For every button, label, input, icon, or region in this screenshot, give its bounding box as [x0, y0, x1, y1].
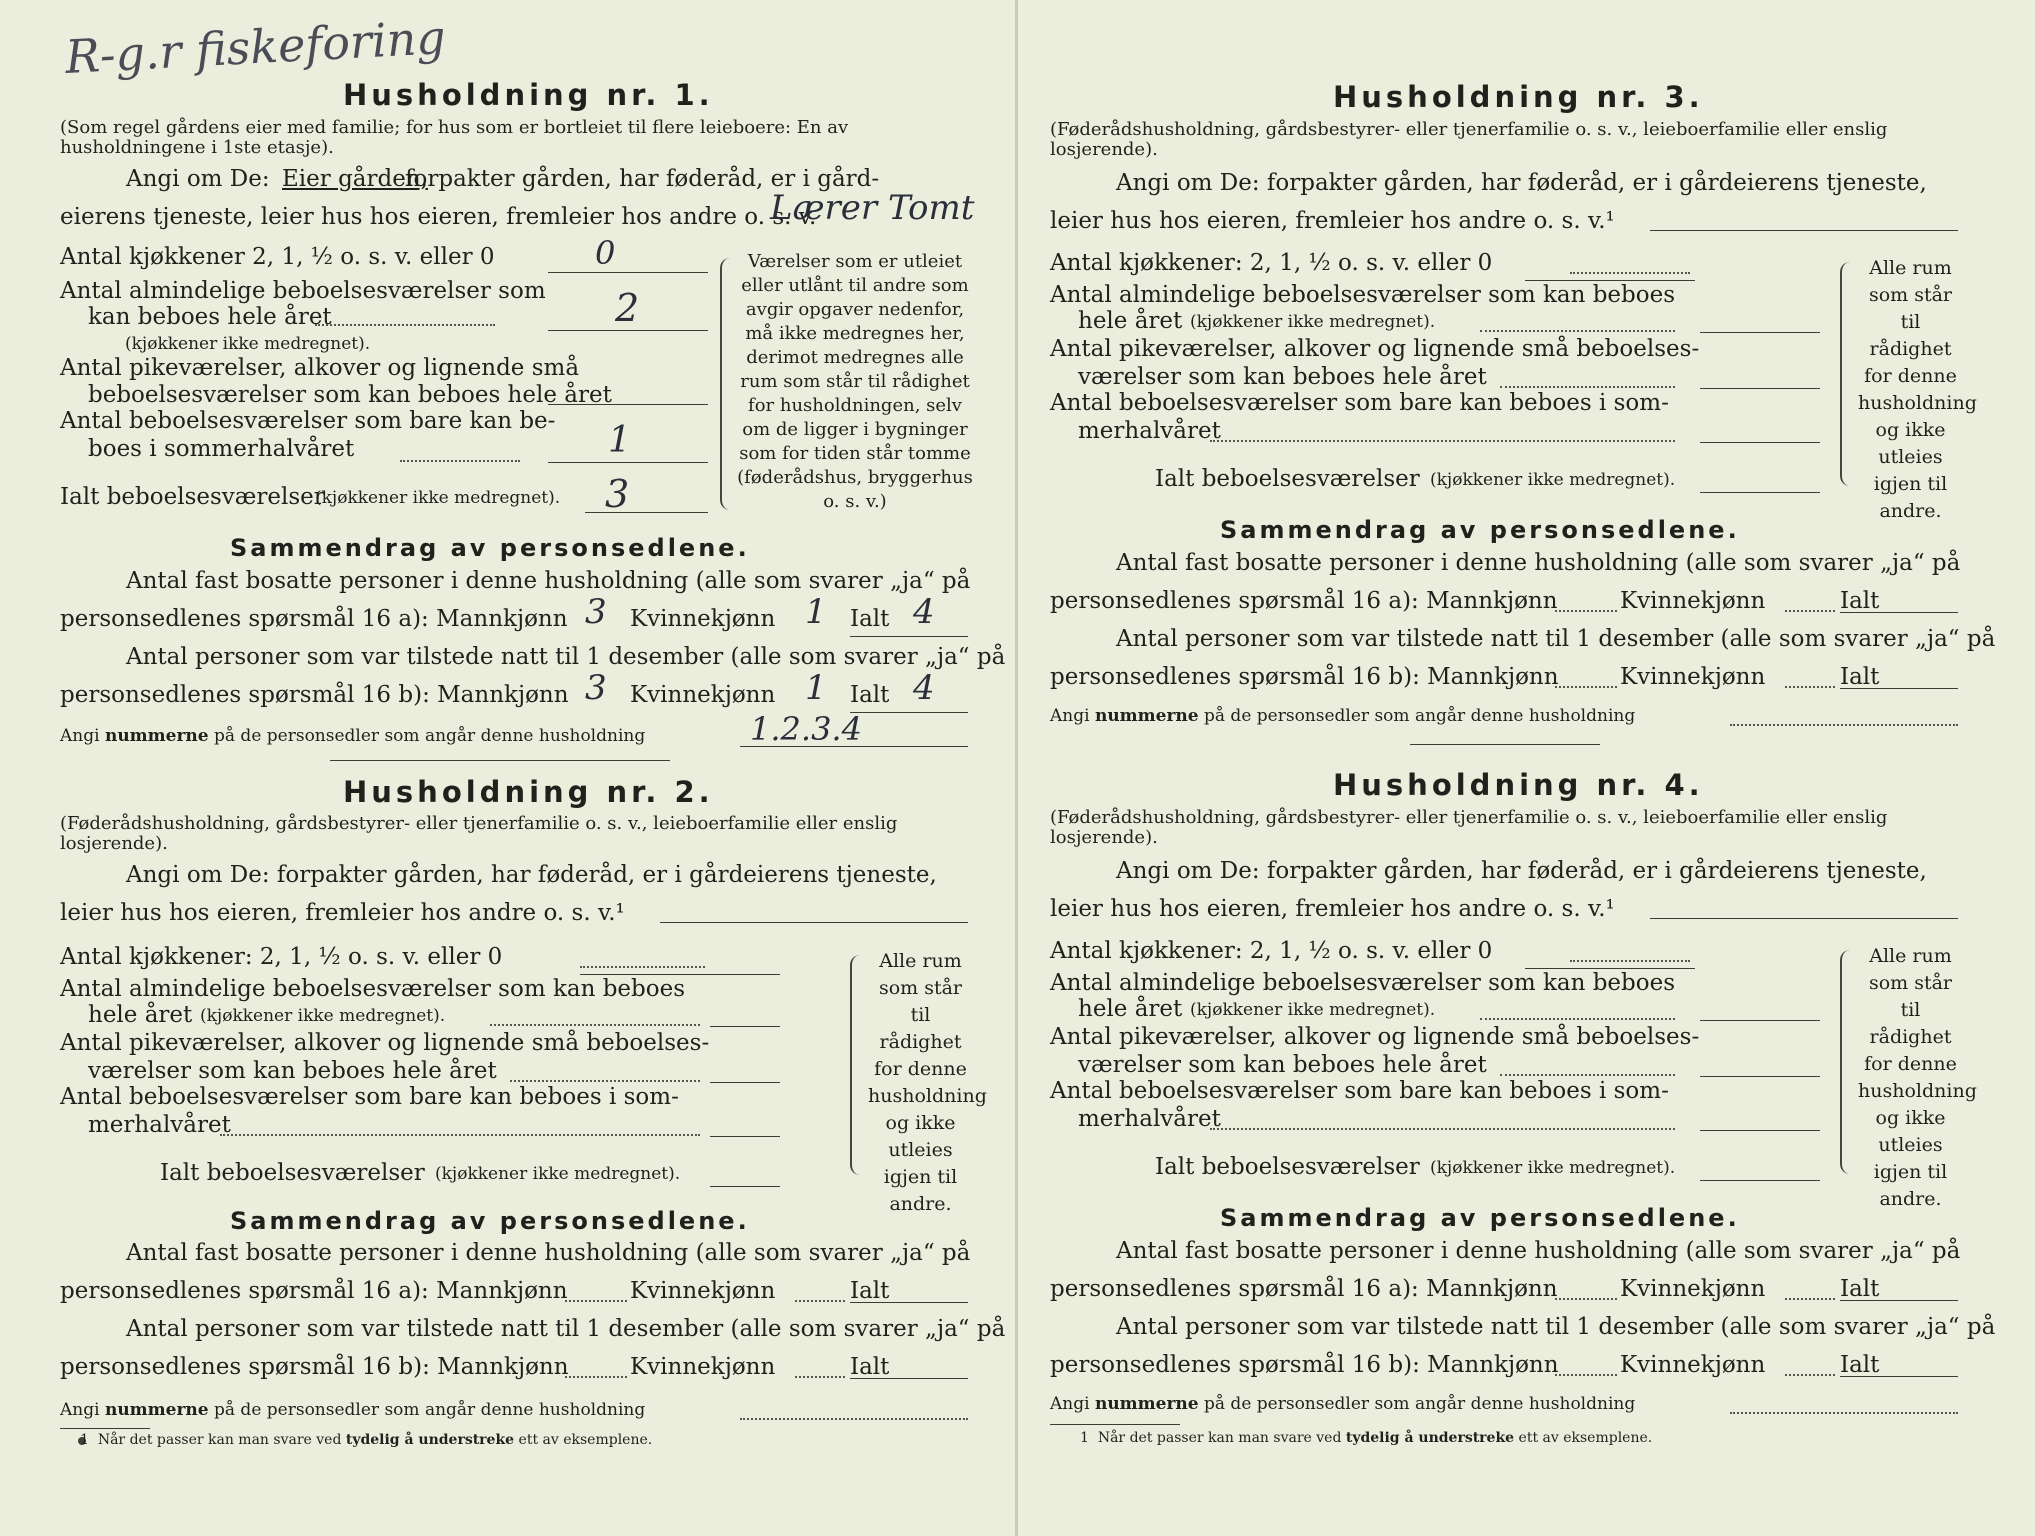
h2-angi-line1: Angi om De: forpakter gården, har føderåd, er i gårdeierens tjeneste, — [126, 862, 937, 888]
h4-row-total: Ialt beboelsesværelser — [1155, 1154, 1420, 1180]
h4-row-rooms-c: (kjøkkener ikke medregnet). — [1190, 1000, 1436, 1020]
h1-row-small-a: Antal pikeværelser, alkover og lignende små — [60, 355, 580, 381]
h3-a-line1: Antal fast bosatte personer i denne husholdning (alle som svarer „ja“ på — [1116, 550, 1961, 576]
h4-a-line1: Antal fast bosatte personer i denne husholdning (alle som svarer „ja“ på — [1116, 1238, 1961, 1264]
h4-row-kitchens: Antal kjøkkener: 2, 1, ½ o. s. v. eller 0 — [1050, 938, 1493, 964]
h1-kitchens-value: 0 — [595, 234, 616, 272]
h3-row-summer-b: merhalvåret — [1078, 418, 1221, 444]
h4-row-summer-a: Antal beboelsesværelser som bare kan beboes i som- — [1050, 1078, 1669, 1104]
h1-row-rooms-b: kan beboes hele året — [88, 304, 332, 330]
h1-subtitle: (Som regel gårdens eier med familie; for hus som er bortleiet til flere leieboere: En av husholdningene i 1ste etasje). — [60, 117, 849, 158]
h1-numbers-label: Angi nummerne på de personsedler som angår denne husholdning — [60, 726, 646, 746]
h3-row-rooms-a: Antal almindelige beboelsesværelser som kan beboes — [1050, 282, 1676, 308]
h2-summary-title: Sammendrag av personsedlene. — [230, 1207, 750, 1235]
h1-row-total: Ialt beboelsesværelser — [60, 484, 325, 510]
h3-row-small-b: værelser som kan beboes hele året — [1078, 364, 1487, 390]
h3-row-total: Ialt beboelsesværelser — [1155, 466, 1420, 492]
h3-row-total-note: (kjøkkener ikke medregnet). — [1430, 470, 1676, 490]
h1-a-kv-label: Kvinnekjønn — [630, 606, 776, 632]
h4-subtitle: (Føderådshusholdning, gårdsbestyrer- eller tjenerfamilie o. s. v., leieboerfamilie eller enslig losjerende). — [1050, 807, 1888, 848]
h2-row-summer-a: Antal beboelsesværelser som bare kan beboes i som- — [60, 1084, 679, 1110]
h3-b-ialt-label: Ialt — [1840, 664, 1880, 690]
h1-row-total-note: (kjøkkener ikke medregnet). — [315, 488, 561, 508]
h1-total-value: 3 — [605, 472, 630, 516]
h4-b-kv-label: Kvinnekjønn — [1620, 1352, 1766, 1378]
h4-row-summer-b: merhalvåret — [1078, 1106, 1221, 1132]
h1-angi-answer: Lærer Tomt — [770, 188, 975, 228]
h1-row-rooms-a: Antal almindelige beboelsesværelser som — [60, 278, 546, 304]
h1-b-kv-label: Kvinnekjønn — [630, 682, 776, 708]
h1-b-line1: Antal personer som var tilstede natt til 1 desember (alle som svarer „ja“ på — [126, 644, 1006, 670]
h2-row-kitchens: Antal kjøkkener: 2, 1, ½ o. s. v. eller 0 — [60, 944, 503, 970]
h1-side-note: Værelser som er utleiet eller utlånt til andre som avgir opgaver nedenfor, må ikke medregnes her, derimot medregnes alle rum som står til rådighet for husholdningen, selv om de ligger i bygninger som for tiden står tomme (føderådshus, bryggerhus o. s. v.) — [737, 251, 973, 512]
h2-numbers-label: Angi nummerne på de personsedler som angår denne husholdning — [60, 1400, 646, 1420]
h4-row-rooms-b: hele året — [1078, 996, 1183, 1022]
h2-b-line1: Antal personer som var tilstede natt til 1 desember (alle som svarer „ja“ på — [126, 1316, 1006, 1342]
h2-b-line2: personsedlenes spørsmål 16 b): Mannkjønn — [60, 1354, 569, 1380]
h4-row-rooms-a: Antal almindelige beboelsesværelser som kan beboes — [1050, 970, 1676, 996]
h1-a-line2: personsedlenes spørsmål 16 a): Mannkjønn — [60, 606, 568, 632]
h1-title: Husholdning nr. 1. — [343, 78, 714, 112]
h2-row-rooms-b: hele året — [88, 1002, 193, 1028]
h4-row-small-a: Antal pikeværelser, alkover og lignende små beboelses- — [1050, 1024, 1700, 1050]
h1-row-summer-b: boes i sommerhalvåret — [88, 436, 355, 462]
h3-b-line1: Antal personer som var tilstede natt til 1 desember (alle som svarer „ja“ på — [1116, 626, 1996, 652]
h3-b-line2: personsedlenes spørsmål 16 b): Mannkjønn — [1050, 664, 1559, 690]
h3-row-rooms-b: hele året — [1078, 308, 1183, 334]
h2-b-ialt-label: Ialt — [850, 1354, 890, 1380]
h1-row-small-b: beboelsesværelser som kan beboes hele året — [88, 382, 612, 408]
h4-side-note: Alle rum som står til rådighet for denne husholdning og ikke utleies igjen til andre. — [1858, 945, 1977, 1210]
h4-b-line1: Antal personer som var tilstede natt til 1 desember (alle som svarer „ja“ på — [1116, 1314, 1996, 1340]
h1-angi-line1: forpakter gården, har føderåd, er i gård- — [405, 166, 880, 192]
h2-row-small-a: Antal pikeværelser, alkover og lignende små beboelses- — [60, 1030, 710, 1056]
h2-subtitle: (Føderådshusholdning, gårdsbestyrer- eller tjenerfamilie o. s. v., leieboerfamilie eller enslig losjerende). — [60, 813, 898, 854]
h4-title: Husholdning nr. 4. — [1333, 768, 1704, 802]
h4-a-line2: personsedlenes spørsmål 16 a): Mannkjønn — [1050, 1276, 1558, 1302]
h4-a-kv-label: Kvinnekjønn — [1620, 1276, 1766, 1302]
h2-side-note: Alle rum som står til rådighet for denne husholdning og ikke utleies igjen til andre. — [868, 950, 987, 1215]
h1-summer-value: 1 — [608, 420, 631, 461]
right-page — [1050, 0, 1996, 1536]
left-page — [60, 0, 1006, 1536]
h2-a-line2: personsedlenes spørsmål 16 a): Mannkjønn — [60, 1278, 568, 1304]
h3-numbers-label: Angi nummerne på de personsedler som angår denne husholdning — [1050, 706, 1636, 726]
right-footnote: 1 Når det passer kan man svare ved tydelig å understreke ett av eksemplene. — [1080, 1430, 1653, 1446]
h2-b-kv-label: Kvinnekjønn — [630, 1354, 776, 1380]
h3-row-rooms-c: (kjøkkener ikke medregnet). — [1190, 312, 1436, 332]
h1-angi-line2: eierens tjeneste, leier hus hos eieren, fremleier hos andre o. s. v. — [60, 204, 817, 230]
h1-b-line2: personsedlenes spørsmål 16 b): Mannkjønn — [60, 682, 569, 708]
h2-a-line1: Antal fast bosatte personer i denne husholdning (alle som svarer „ja“ på — [126, 1240, 971, 1266]
h4-row-total-note: (kjøkkener ikke medregnet). — [1430, 1158, 1676, 1178]
h1-angi-label: Angi om De: — [126, 166, 270, 192]
h1-row-summer-a: Antal beboelsesværelser som bare kan be- — [60, 408, 556, 434]
h3-side-note: Alle rum som står til rådighet for denne husholdning og ikke utleies igjen til andre. — [1858, 257, 1977, 522]
h4-angi-line2: leier hus hos eieren, fremleier hos andre o. s. v.¹ — [1050, 896, 1615, 922]
h3-row-kitchens: Antal kjøkkener: 2, 1, ½ o. s. v. eller 0 — [1050, 250, 1493, 276]
h3-row-summer-a: Antal beboelsesværelser som bare kan beboes i som- — [1050, 390, 1669, 416]
h1-a-total: 4 — [913, 592, 935, 632]
h4-summary-title: Sammendrag av personsedlene. — [1220, 1204, 1740, 1232]
left-footnote: 1 Når det passer kan man svare ved tydelig å understreke ett av eksemplene. — [80, 1432, 653, 1448]
h4-row-small-b: værelser som kan beboes hele året — [1078, 1052, 1487, 1078]
h1-a-line1: Antal fast bosatte personer i denne husholdning (alle som svarer „ja“ på — [126, 568, 971, 594]
h3-b-kv-label: Kvinnekjønn — [1620, 664, 1766, 690]
h1-row-rooms-c: (kjøkkener ikke medregnet). — [125, 334, 371, 354]
h3-a-kv-label: Kvinnekjønn — [1620, 588, 1766, 614]
h1-b-total: 4 — [913, 668, 935, 708]
h2-title: Husholdning nr. 2. — [343, 775, 714, 809]
h2-angi-line2: leier hus hos eieren, fremleier hos andre o. s. v.¹ — [60, 900, 625, 926]
h1-b-ialt-label: Ialt — [850, 682, 890, 708]
h3-row-small-a: Antal pikeværelser, alkover og lignende små beboelses- — [1050, 336, 1700, 362]
h2-row-small-b: værelser som kan beboes hele året — [88, 1058, 497, 1084]
h4-angi-line1: Angi om De: forpakter gården, har føderåd, er i gårdeierens tjeneste, — [1116, 858, 1927, 884]
h2-a-ialt-label: Ialt — [850, 1278, 890, 1304]
h3-angi-line2: leier hus hos eieren, fremleier hos andre o. s. v.¹ — [1050, 208, 1615, 234]
h3-subtitle: (Føderådshusholdning, gårdsbestyrer- eller tjenerfamilie o. s. v., leieboerfamilie eller enslig losjerende). — [1050, 119, 1888, 160]
h4-b-line2: personsedlenes spørsmål 16 b): Mannkjønn — [1050, 1352, 1559, 1378]
h1-numbers-value: 1.2.3.4 — [750, 710, 862, 748]
h1-a-female: 1 — [805, 592, 827, 632]
h3-title: Husholdning nr. 3. — [1333, 80, 1704, 114]
h1-eier-text: Eier gården, — [282, 166, 428, 192]
h2-a-kv-label: Kvinnekjønn — [630, 1278, 776, 1304]
h4-b-ialt-label: Ialt — [1840, 1352, 1880, 1378]
h1-a-ialt-label: Ialt — [850, 606, 890, 632]
h2-row-rooms-c: (kjøkkener ikke medregnet). — [200, 1006, 446, 1026]
h3-angi-line1: Angi om De: forpakter gården, har føderåd, er i gårdeierens tjeneste, — [1116, 170, 1927, 196]
h1-row-kitchens: Antal kjøkkener 2, 1, ½ o. s. v. eller 0 — [60, 244, 495, 270]
handwritten-margin-note: R-g.r fiskeforing — [63, 10, 447, 84]
h4-a-ialt-label: Ialt — [1840, 1276, 1880, 1302]
h2-row-summer-b: merhalvåret — [88, 1112, 231, 1138]
h2-row-total-note: (kjøkkener ikke medregnet). — [435, 1164, 681, 1184]
h1-summary-title: Sammendrag av personsedlene. — [230, 534, 750, 562]
h3-summary-title: Sammendrag av personsedlene. — [1220, 516, 1740, 544]
h3-a-ialt-label: Ialt — [1840, 588, 1880, 614]
h1-rooms-value: 2 — [615, 286, 640, 330]
h1-b-female: 1 — [805, 668, 827, 708]
h1-a-male: 3 — [585, 592, 607, 632]
page-fold — [1015, 0, 1018, 1536]
h3-a-line2: personsedlenes spørsmål 16 a): Mannkjønn — [1050, 588, 1558, 614]
h4-numbers-label: Angi nummerne på de personsedler som angår denne husholdning — [1050, 1394, 1636, 1414]
h2-row-rooms-a: Antal almindelige beboelsesværelser som kan beboes — [60, 976, 686, 1002]
h1-b-male: 3 — [585, 668, 607, 708]
h2-row-total: Ialt beboelsesværelser — [160, 1160, 425, 1186]
